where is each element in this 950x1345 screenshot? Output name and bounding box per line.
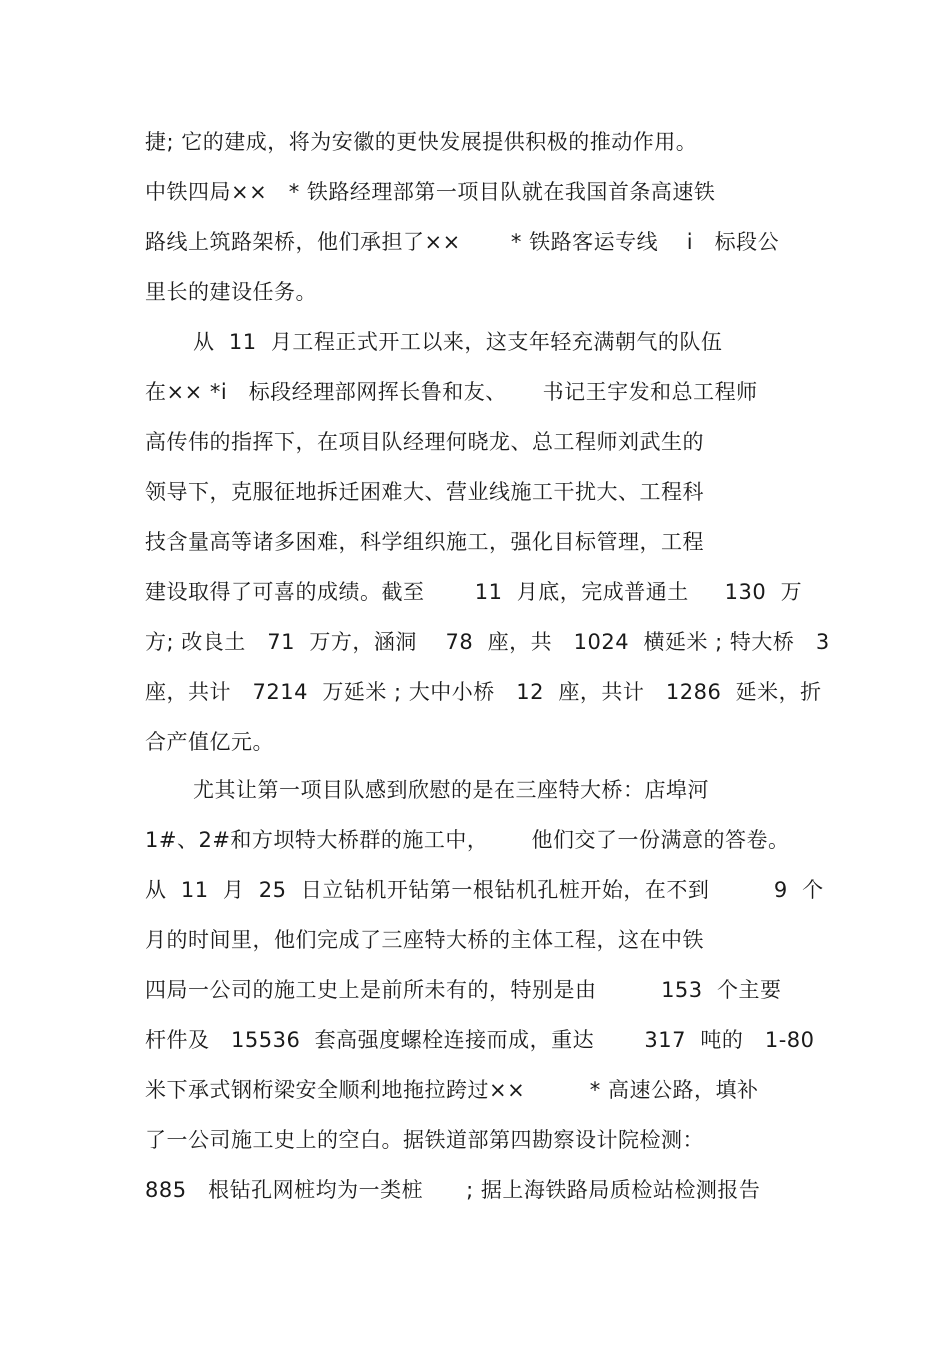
text-line-16: 从 11 月 25 日立钻机开钻第一根钻机孔桩开始，在不到 9 个: [145, 878, 824, 902]
text-line-1: 捷; 它的建成，将为安徽的更快发展提供积极的推动作用。: [145, 130, 698, 154]
text-line-15: 1#、2#和方坝特大桥群的施工中， 他们交了一份满意的答卷。: [145, 828, 790, 852]
text-line-10: 建设取得了可喜的成绩。截至 11 月底，完成普通土 130 万: [145, 580, 803, 604]
text-line-20: 米下承式钢桁梁安全顺利地拖拉跨过×× * 高速公路，填补: [145, 1078, 759, 1102]
text-line-6: 在×× *i 标段经理部网挥长鲁和友、 书记王宇发和总工程师: [145, 380, 758, 404]
paragraph-start-line-14: 尤其让第一项目队感到欣慰的是在三座特大桥：店埠河: [193, 778, 709, 802]
text-line-11: 方; 改良土 71 万方，涵洞 78 座，共 1024 横延米 ; 特大桥 3: [145, 630, 830, 654]
text-line-21: 了一公司施工史上的空白。据铁道部第四勘察设计院检测：: [145, 1128, 704, 1152]
text-line-4: 里长的建设任务。: [145, 280, 317, 304]
text-line-9: 技含量高等诸多困难，科学组织施工，强化目标管理，工程: [145, 530, 704, 554]
text-line-8: 领导下，克服征地拆迁困难大、营业线施工干扰大、工程科: [145, 480, 704, 504]
text-line-17: 月的时间里，他们完成了三座特大桥的主体工程，这在中铁: [145, 928, 704, 952]
text-line-7: 高传伟的指挥下，在项目队经理何晓龙、总工程师刘武生的: [145, 430, 704, 454]
paragraph-start-line-5: 从 11 月工程正式开工以来，这支年轻充满朝气的队伍: [193, 330, 723, 354]
text-line-18: 四局一公司的施工史上是前所未有的，特别是由 153 个主要: [145, 978, 782, 1002]
text-line-13: 合产值亿元。: [145, 730, 274, 754]
text-line-3: 路线上筑路架桥，他们承担了×× * 铁路客运专线 i 标段公: [145, 230, 780, 254]
text-line-12: 座，共计 7214 万延米 ; 大中小桥 12 座，共计 1286 延米，折: [145, 680, 822, 704]
text-line-19: 杆件及 15536 套高强度螺栓连接而成，重达 317 吨的 1-80: [145, 1028, 815, 1052]
text-line-2: 中铁四局×× * 铁路经理部第一项目队就在我国首条高速铁: [145, 180, 716, 204]
text-line-22: 885 根钻孔网桩均为一类桩 ; 据上海铁路局质检站检测报告: [145, 1178, 761, 1202]
